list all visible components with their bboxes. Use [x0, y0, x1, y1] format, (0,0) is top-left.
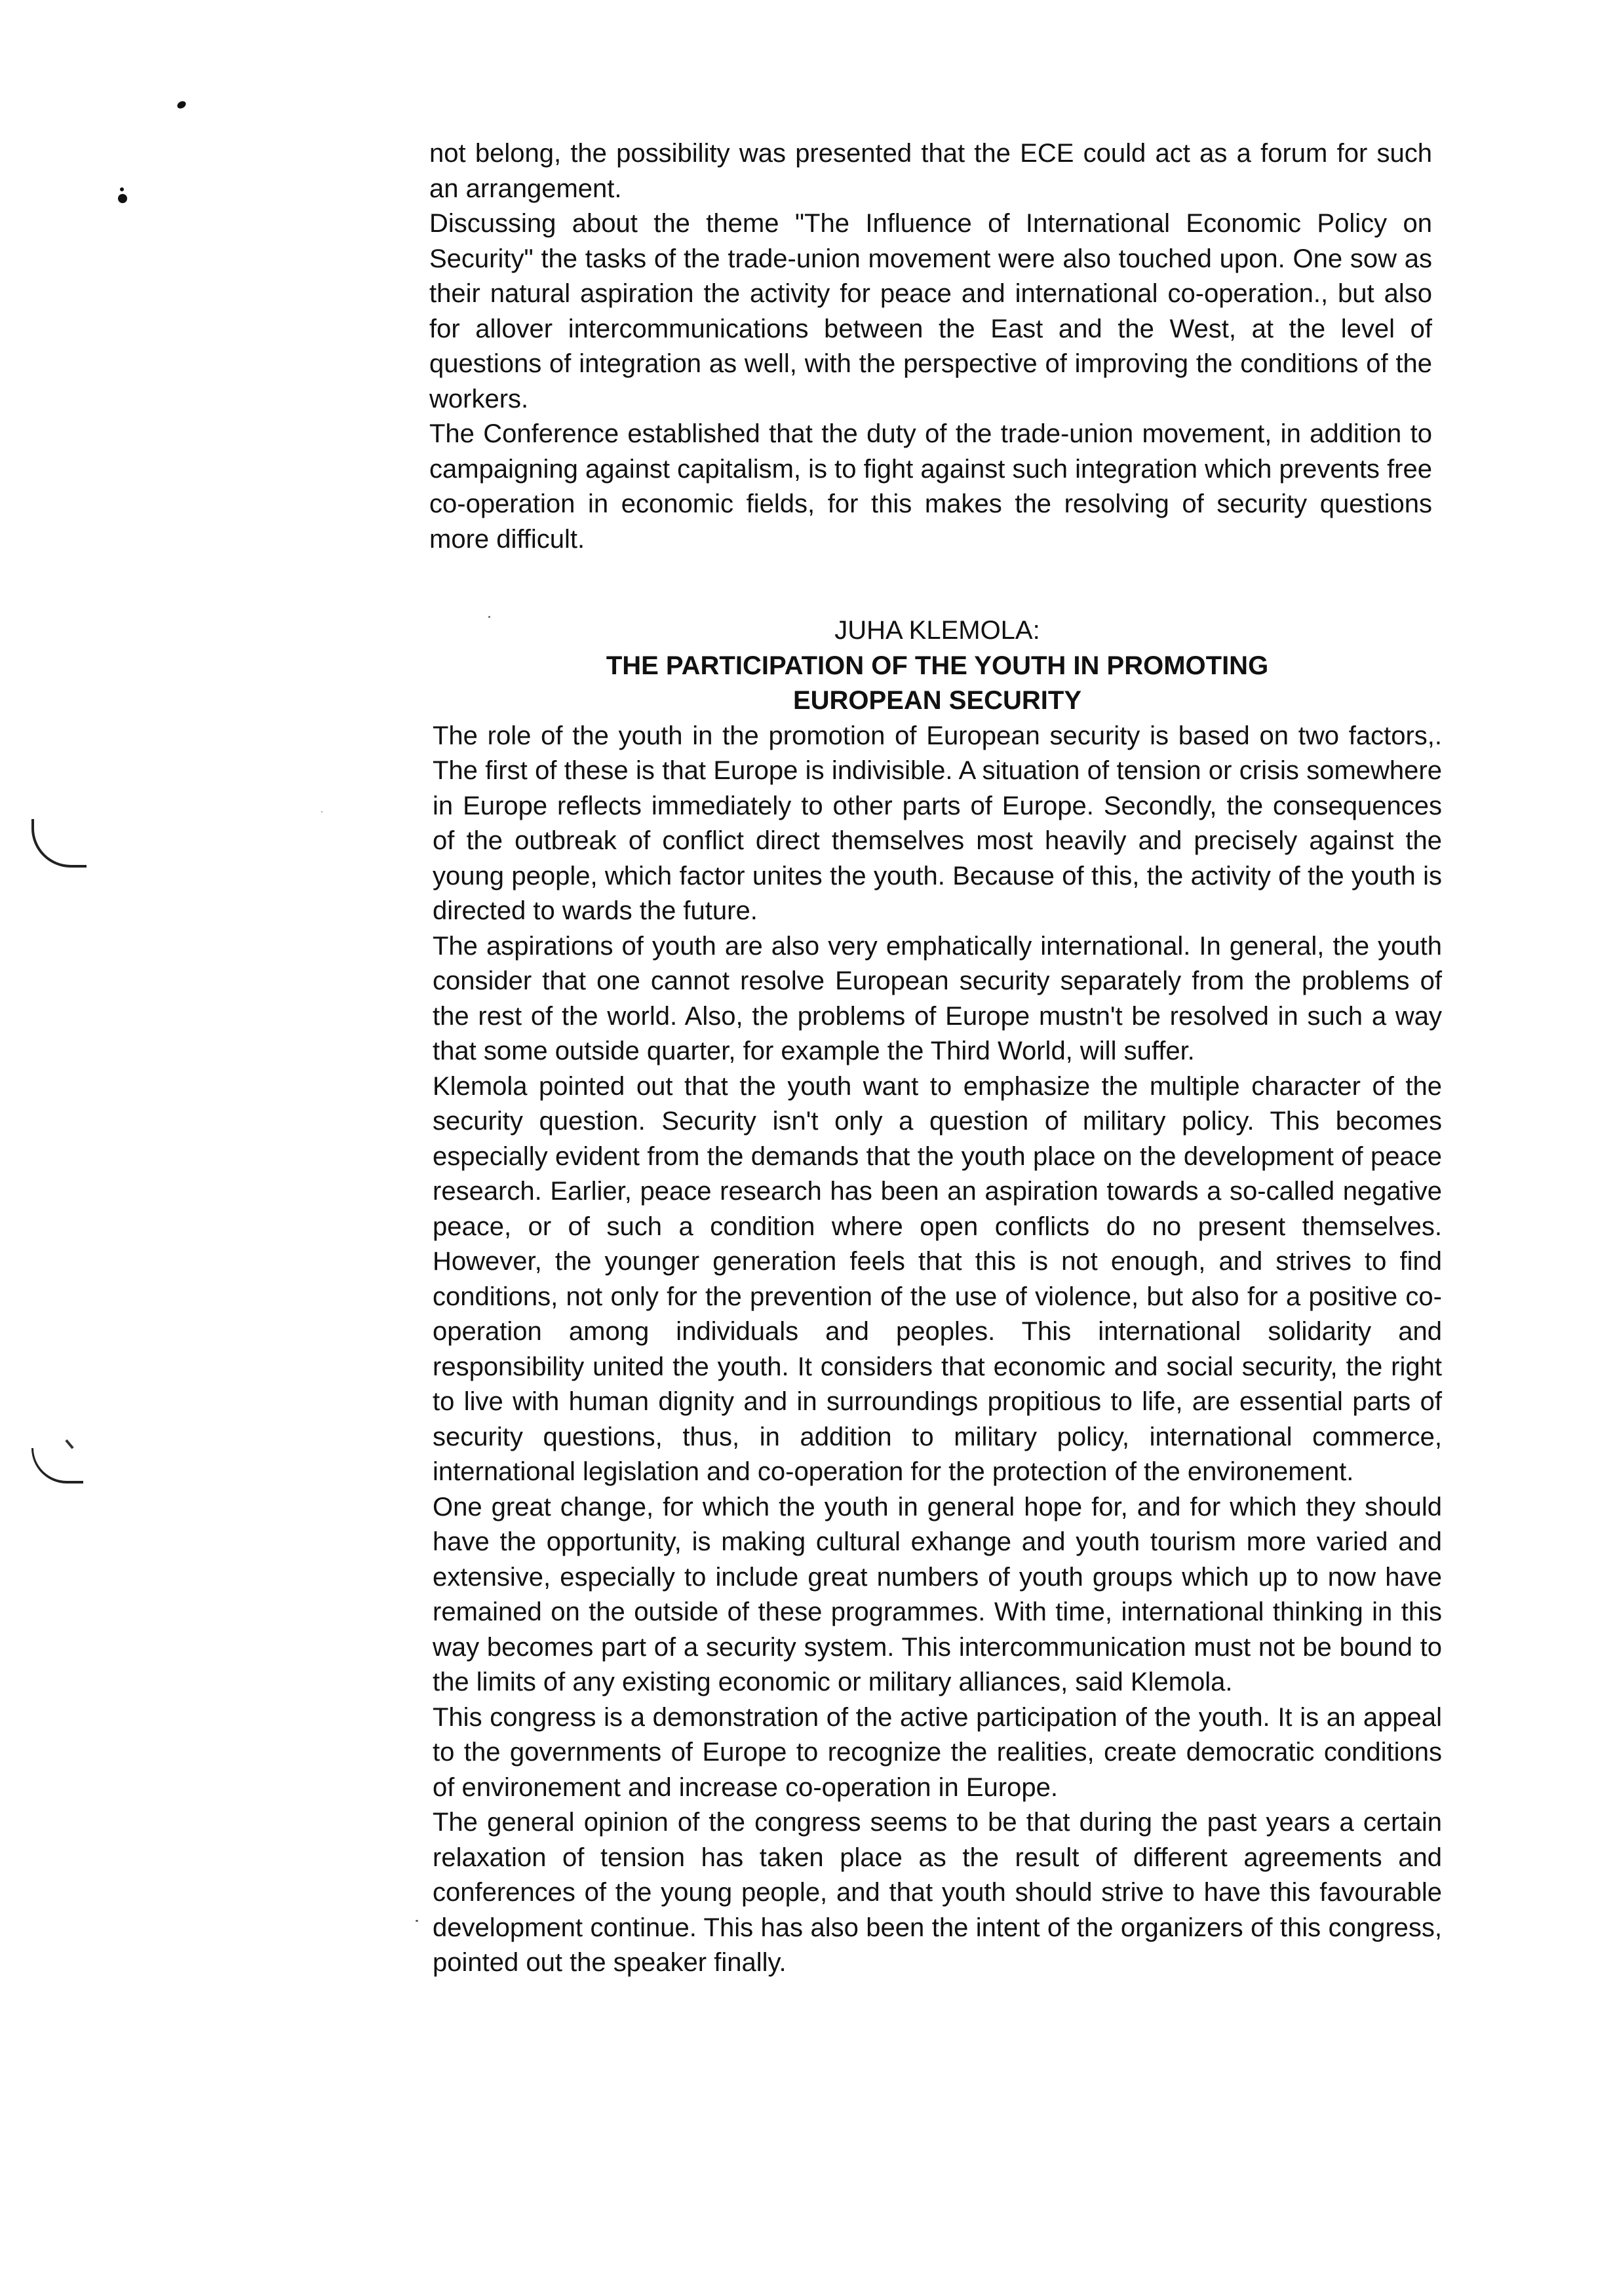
paragraph: Discussing about the theme "The Influence of International Economic Policy on Security" the tasks of the trade-union movement were also touched upon. One sow as their natural aspiration the activity for peace and international co-operation., but also for allover intercommunications between the East and the West, at the level of questions of integration as well, with the perspective of improving the conditions of the workers. [429, 209, 1432, 413]
article-block [433, 613, 1442, 1981]
margin-dot-mark [118, 194, 127, 203]
paragraph: One great change, for which the youth in general hope for, and for which they should have the opportunity, is making cultural exhange and youth tourism more varied and extensive, especially to include great numbers of youth groups which up to now have remained on the outside of these programmes. With time, international thinking in this way becomes part of a security system. This intercommunication must not be bound to the limits of any existing economic or military alliances, said Klemola. [433, 1492, 1442, 1696]
paragraph: Klemola pointed out that the youth want to emphasize the multiple character of the security question. Security isn't only a question of military policy. This becomes especially evident from the demands that the youth place on the development of peace research. Earlier, peace research has been an aspiration towards a so-called negative peace, or of such a condition where open conflicts do no present themselves. However, the younger generation feels that this is not enough, and strives to find conditions, not only for the prevention of the use of violence, but also for a positive co-operation among individuals and peoples. This international solidarity and responsibility united the youth. It considers that economic and social security, the right to live with human dignity and in surroundings propitious to life, are essential parts of security questions, thus, in addition to military policy, international commerce, international legislation and co-operation for the protection of the environement. [433, 1071, 1442, 1486]
paragraph: This congress is a demonstration of the active participation of the youth. It is an appeal to the governments of Europe to recognize the realities, create democratic conditions of environement and increase co-operation in Europe. [433, 1702, 1442, 1802]
paragraph: not belong, the possibility was presented that the ECE could act as a forum for such an arrangement. [429, 139, 1432, 203]
paragraph: The role of the youth in the promotion of European security is based on two factors,. The first of these is that Europe is indivisible. A situation of tension or crisis somewhere in Europe reflects immediately to other parts of Europe. Secondly, the consequences of the outbreak of conflict direct themselves most heavily and precisely against the young people, which factor unites the youth. Because of this, the activity of the youth is directed to wards the future. [433, 721, 1442, 925]
margin-bracket-mark [31, 819, 87, 868]
paragraph: The general opinion of the congress seems to be that during the past years a certain relaxation of tension has taken place as the result of different agreements and conferences of the young people, and that youth should strive to have this favourable development continue. This has also been the intent of the organizers of this congress, pointed out the speaker finally. [433, 1808, 1442, 1977]
article-title-line-1: THE PARTICIPATION OF THE YOUTH IN PROMOTING [606, 651, 1269, 680]
margin-bracket-mark [31, 1448, 83, 1483]
margin-dot-mark [176, 100, 187, 110]
paragraph: The Conference established that the duty of the trade-union movement, in addition to campaigning against capitalism, is to fight against such integration which prevents free co-operation in economic fields, for this makes the resolving of security questions more difficult. [429, 419, 1432, 554]
scan-speck [321, 811, 322, 813]
scan-speck [416, 1920, 418, 1922]
article-author: JUHA KLEMOLA: [834, 616, 1040, 645]
top-text-block [429, 136, 1432, 557]
paragraph: The aspirations of youth are also very emphatically international. In general, the youth consider that one cannot resolve European security separately from the problems of the rest of the world. Also, the problems of Europe mustn't be resolved in such a way that some outside quarter, for example the Third World, will suffer. [433, 931, 1442, 1065]
article-title-line-2: EUROPEAN SECURITY [792, 686, 1082, 715]
